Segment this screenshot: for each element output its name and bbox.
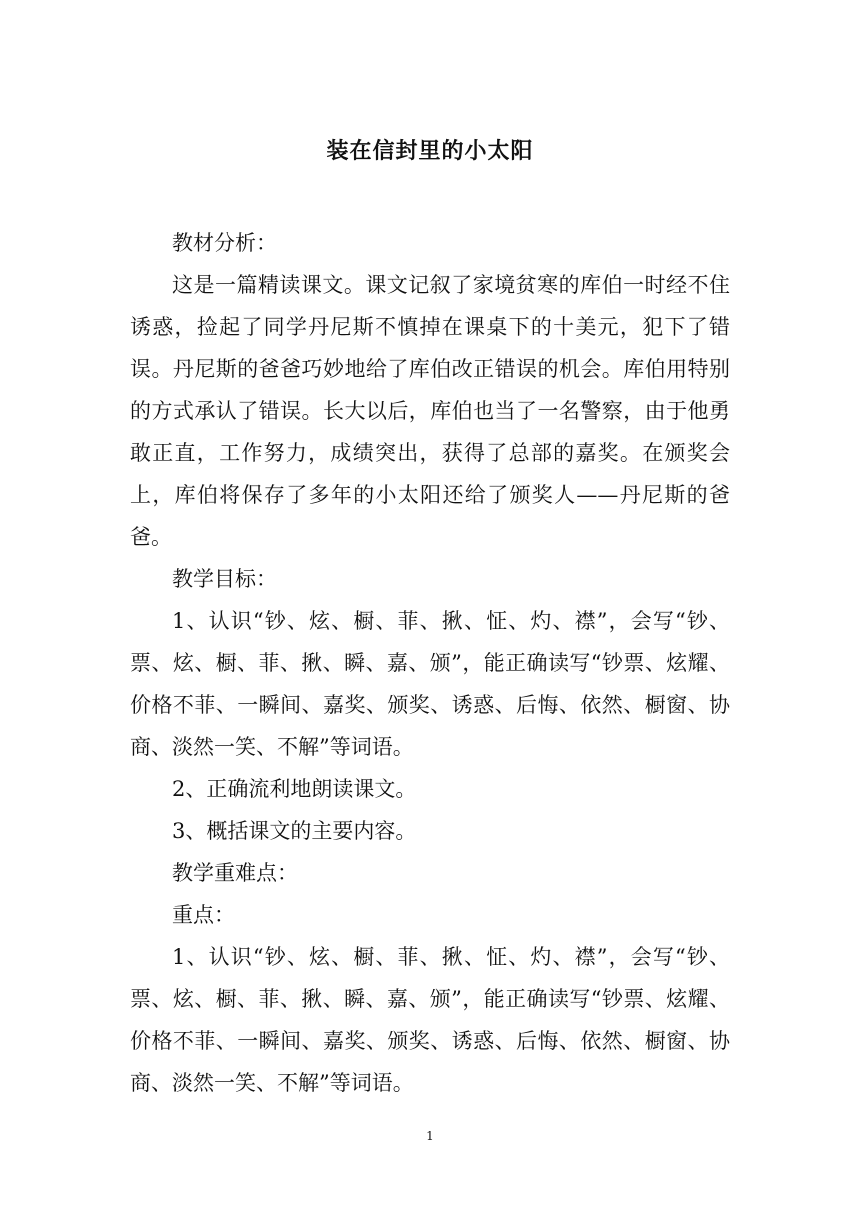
key-point-1: 1、认识“钞、炫、橱、菲、揪、怔、灼、襟”，会写“钞、票、炫、橱、菲、揪、瞬、嘉、颁”，能正确读写“钞票、炫耀、价格不菲、一瞬间、嘉奖、颁奖、诱惑、后悔、依然、橱窗、协商、淡然一笑、不解”等词语。: [130, 945, 730, 1095]
teaching-goal-3: 3、概括课文的主要内容。: [172, 819, 417, 843]
document-title: 装在信封里的小太阳: [326, 139, 534, 164]
section-heading-material-analysis: 教材分析：: [172, 231, 277, 255]
paragraph-material-analysis: 这是一篇精读课文。课文记叙了家境贫寒的库伯一时经不住诱惑，捡起了同学丹尼斯不慎掉在课桌下的十美元，犯下了错误。丹尼斯的爸爸巧妙地给了库伯改正错误的机会。库伯用特别的方式承认了错误。长大以后，库伯也当了一名警察，由于他勇敢正直，工作努力，成绩突出，获得了总部的嘉奖。在颁奖会上，库伯将保存了多年的小太阳还给了颁奖人——丹尼斯的爸爸。: [130, 273, 730, 549]
page-number: 1: [426, 1129, 434, 1143]
teaching-goal-1: 1、认识“钞、炫、橱、菲、揪、怔、灼、襟”，会写“钞、票、炫、橱、菲、揪、瞬、嘉、颁”，能正确读写“钞票、炫耀、价格不菲、一瞬间、嘉奖、颁奖、诱惑、后悔、依然、橱窗、协商、淡然一笑、不解”等词语。: [130, 609, 730, 759]
document-body: [130, 222, 730, 1104]
section-heading-teaching-goals: 教学目标：: [172, 567, 277, 591]
teaching-goal-2: 2、正确流利地朗读课文。: [172, 777, 417, 801]
section-heading-key-difficulties: 教学重难点：: [172, 861, 298, 885]
subheading-key-points: 重点：: [172, 903, 235, 927]
